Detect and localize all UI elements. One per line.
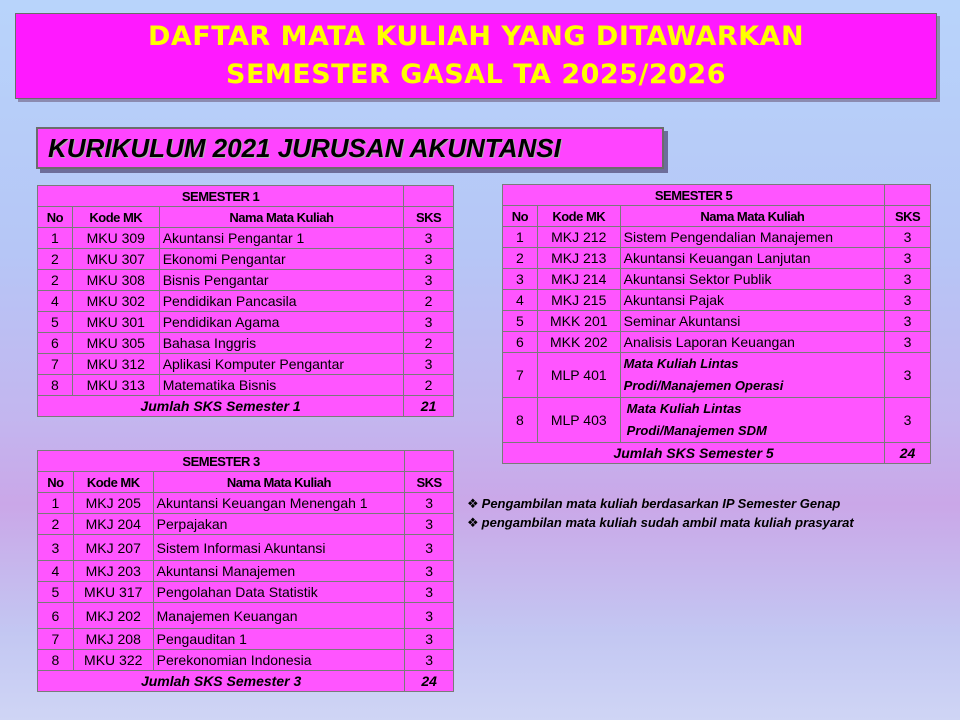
row-nama: Ekonomi Pengantar xyxy=(159,249,403,270)
row-nama: Pendidikan Pancasila xyxy=(159,291,403,312)
lintas-line-2: Prodi/Manajemen SDM xyxy=(626,423,767,438)
row-no: 6 xyxy=(38,603,74,629)
semester-1-total: 21 xyxy=(404,396,454,417)
table-row xyxy=(38,312,454,333)
row-sks: 3 xyxy=(405,561,454,582)
column-header-kode: Kode MK xyxy=(73,472,153,493)
table-row xyxy=(38,249,454,270)
row-no: 2 xyxy=(38,514,74,535)
empty-cell xyxy=(404,186,454,207)
table-row xyxy=(38,603,454,629)
note-item xyxy=(467,513,854,532)
row-nama: Bahasa Inggris xyxy=(159,333,403,354)
row-kode: MKU 308 xyxy=(72,270,159,291)
row-nama: Akuntansi Keuangan Menengah 1 xyxy=(153,493,405,514)
row-kode: MKJ 212 xyxy=(537,227,620,248)
row-no: 8 xyxy=(38,375,73,396)
note-item xyxy=(467,494,854,513)
row-nama: Pendidikan Agama xyxy=(159,312,403,333)
row-kode: MKJ 203 xyxy=(73,561,153,582)
column-header-kode: Kode MK xyxy=(537,206,620,227)
empty-cell xyxy=(885,185,931,206)
row-nama: Akuntansi Pajak xyxy=(620,290,884,311)
title-line-1: DAFTAR MATA KULIAH YANG DITAWARKAN xyxy=(147,21,805,52)
row-sks: 3 xyxy=(405,629,454,650)
column-header-no: No xyxy=(38,472,74,493)
semester-3-rows xyxy=(38,493,454,671)
row-kode: MKJ 215 xyxy=(537,290,620,311)
row-kode: MKJ 207 xyxy=(73,535,153,561)
row-no: 8 xyxy=(503,398,538,443)
lintas-line-1: Mata Kuliah Lintas xyxy=(623,356,739,371)
row-no: 4 xyxy=(503,290,538,311)
column-header-sks: SKS xyxy=(404,207,454,228)
row-nama: Perpajakan xyxy=(153,514,405,535)
row-no: 3 xyxy=(38,535,74,561)
empty-cell xyxy=(405,451,454,472)
column-header-sks: SKS xyxy=(405,472,454,493)
row-no: 4 xyxy=(38,291,73,312)
row-sks: 3 xyxy=(405,582,454,603)
row-no: 8 xyxy=(38,650,74,671)
table-row xyxy=(38,228,454,249)
title-banner xyxy=(15,13,937,99)
row-no: 6 xyxy=(38,333,73,354)
row-nama: Akuntansi Keuangan Lanjutan xyxy=(620,248,884,269)
column-header-nama: Nama Mata Kuliah xyxy=(153,472,405,493)
row-kode: MKU 317 xyxy=(73,582,153,603)
column-header-kode: Kode MK xyxy=(72,207,159,228)
diamond-bullet-icon: ❖ xyxy=(467,496,479,511)
row-no: 2 xyxy=(38,270,73,291)
diamond-bullet-icon: ❖ xyxy=(467,515,479,530)
table-row xyxy=(503,248,931,269)
row-no: 5 xyxy=(38,312,73,333)
row-no: 2 xyxy=(503,248,538,269)
row-sks: 3 xyxy=(885,398,931,443)
semester-3-total-label: Jumlah SKS Semester 3 xyxy=(38,671,405,692)
table-row xyxy=(38,375,454,396)
table-row xyxy=(503,332,931,353)
table-row xyxy=(503,227,931,248)
row-no: 6 xyxy=(503,332,538,353)
semester-3-title: SEMESTER 3 xyxy=(38,451,405,472)
column-header-sks: SKS xyxy=(885,206,931,227)
table-row xyxy=(38,333,454,354)
row-nama: Sistem Pengendalian Manajemen xyxy=(620,227,884,248)
row-nama: Matematika Bisnis xyxy=(159,375,403,396)
table-row xyxy=(503,269,931,290)
table-row xyxy=(38,582,454,603)
table-row xyxy=(38,514,454,535)
row-sks: 3 xyxy=(885,332,931,353)
semester-5-rows xyxy=(503,227,931,353)
table-row xyxy=(38,493,454,514)
row-sks: 2 xyxy=(404,333,454,354)
row-nama xyxy=(620,353,884,398)
row-sks: 3 xyxy=(404,249,454,270)
row-sks: 2 xyxy=(404,375,454,396)
note-text: Pengambilan mata kuliah berdasarkan IP Semester Genap xyxy=(481,496,841,511)
row-sks: 3 xyxy=(885,290,931,311)
table-row xyxy=(38,354,454,375)
row-kode: MKJ 213 xyxy=(537,248,620,269)
row-sks: 3 xyxy=(404,312,454,333)
row-kode: MKJ 202 xyxy=(73,603,153,629)
row-nama: Manajemen Keuangan xyxy=(153,603,405,629)
table-row xyxy=(38,629,454,650)
row-nama: Perekonomian Indonesia xyxy=(153,650,405,671)
row-sks: 3 xyxy=(885,311,931,332)
table-row xyxy=(503,290,931,311)
table-row xyxy=(38,650,454,671)
semester-3-total: 24 xyxy=(405,671,454,692)
lintas-line-2: Prodi/Manajemen Operasi xyxy=(623,378,784,393)
row-nama: Sistem Informasi Akuntansi xyxy=(153,535,405,561)
row-kode: MKU 313 xyxy=(72,375,159,396)
row-kode: MLP 401 xyxy=(537,353,620,398)
row-no: 5 xyxy=(38,582,74,603)
row-sks: 2 xyxy=(404,291,454,312)
row-kode: MKJ 204 xyxy=(73,514,153,535)
row-no: 1 xyxy=(503,227,538,248)
semester-5-total: 24 xyxy=(885,443,931,464)
semester-5-table xyxy=(502,184,931,464)
row-no: 5 xyxy=(503,311,538,332)
row-nama xyxy=(620,398,884,443)
row-sks: 3 xyxy=(404,228,454,249)
row-kode: MKU 302 xyxy=(72,291,159,312)
row-no: 1 xyxy=(38,493,74,514)
title-line-2: SEMESTER GASAL TA 2025/2026 xyxy=(226,59,726,90)
semester-1-rows xyxy=(38,228,454,396)
row-sks: 3 xyxy=(885,227,931,248)
row-sks: 3 xyxy=(885,353,931,398)
row-nama: Seminar Akuntansi xyxy=(620,311,884,332)
row-sks: 3 xyxy=(405,650,454,671)
row-sks: 3 xyxy=(405,514,454,535)
row-no: 7 xyxy=(38,354,73,375)
curriculum-subtitle: KURIKULUM 2021 JURUSAN AKUNTANSI xyxy=(36,127,664,169)
row-no: 2 xyxy=(38,249,73,270)
table-row xyxy=(38,561,454,582)
column-header-nama: Nama Mata Kuliah xyxy=(620,206,884,227)
row-nama: Akuntansi Manajemen xyxy=(153,561,405,582)
table-row xyxy=(38,270,454,291)
semester-1-title: SEMESTER 1 xyxy=(38,186,404,207)
row-kode: MKU 322 xyxy=(73,650,153,671)
row-sks: 3 xyxy=(885,269,931,290)
row-no: 7 xyxy=(38,629,74,650)
lintas-line-1: Mata Kuliah Lintas xyxy=(626,401,742,416)
row-nama: Pengolahan Data Statistik xyxy=(153,582,405,603)
row-kode: MKJ 208 xyxy=(73,629,153,650)
notes xyxy=(467,494,854,532)
row-no: 7 xyxy=(503,353,538,398)
row-kode: MLP 403 xyxy=(537,398,620,443)
semester-5-title: SEMESTER 5 xyxy=(503,185,885,206)
row-nama: Analisis Laporan Keuangan xyxy=(620,332,884,353)
row-kode: MKJ 205 xyxy=(73,493,153,514)
table-row xyxy=(503,398,931,443)
table-row xyxy=(503,311,931,332)
row-kode: MKU 307 xyxy=(72,249,159,270)
row-kode: MKU 312 xyxy=(72,354,159,375)
row-sks: 3 xyxy=(405,535,454,561)
table-row xyxy=(38,535,454,561)
row-nama: Akuntansi Sektor Publik xyxy=(620,269,884,290)
row-sks: 3 xyxy=(404,270,454,291)
semester-1-total-label: Jumlah SKS Semester 1 xyxy=(38,396,404,417)
row-sks: 3 xyxy=(405,603,454,629)
row-nama: Aplikasi Komputer Pengantar xyxy=(159,354,403,375)
column-header-no: No xyxy=(38,207,73,228)
row-nama: Bisnis Pengantar xyxy=(159,270,403,291)
row-kode: MKU 309 xyxy=(72,228,159,249)
row-no: 4 xyxy=(38,561,74,582)
row-kode: MKJ 214 xyxy=(537,269,620,290)
semester-5-total-label: Jumlah SKS Semester 5 xyxy=(503,443,885,464)
semester-3-table xyxy=(37,450,454,692)
row-sks: 3 xyxy=(885,248,931,269)
row-kode: MKU 301 xyxy=(72,312,159,333)
semester-1-table xyxy=(37,185,454,417)
row-kode: MKU 305 xyxy=(72,333,159,354)
note-text: pengambilan mata kuliah sudah ambil mata kuliah prasyarat xyxy=(481,515,854,530)
row-sks: 3 xyxy=(404,354,454,375)
column-header-nama: Nama Mata Kuliah xyxy=(159,207,403,228)
table-row xyxy=(503,353,931,398)
row-kode: MKK 201 xyxy=(537,311,620,332)
row-kode: MKK 202 xyxy=(537,332,620,353)
row-nama: Akuntansi Pengantar 1 xyxy=(159,228,403,249)
row-no: 1 xyxy=(38,228,73,249)
table-row xyxy=(38,291,454,312)
row-no: 3 xyxy=(503,269,538,290)
column-header-no: No xyxy=(503,206,538,227)
row-nama: Pengauditan 1 xyxy=(153,629,405,650)
row-sks: 3 xyxy=(405,493,454,514)
